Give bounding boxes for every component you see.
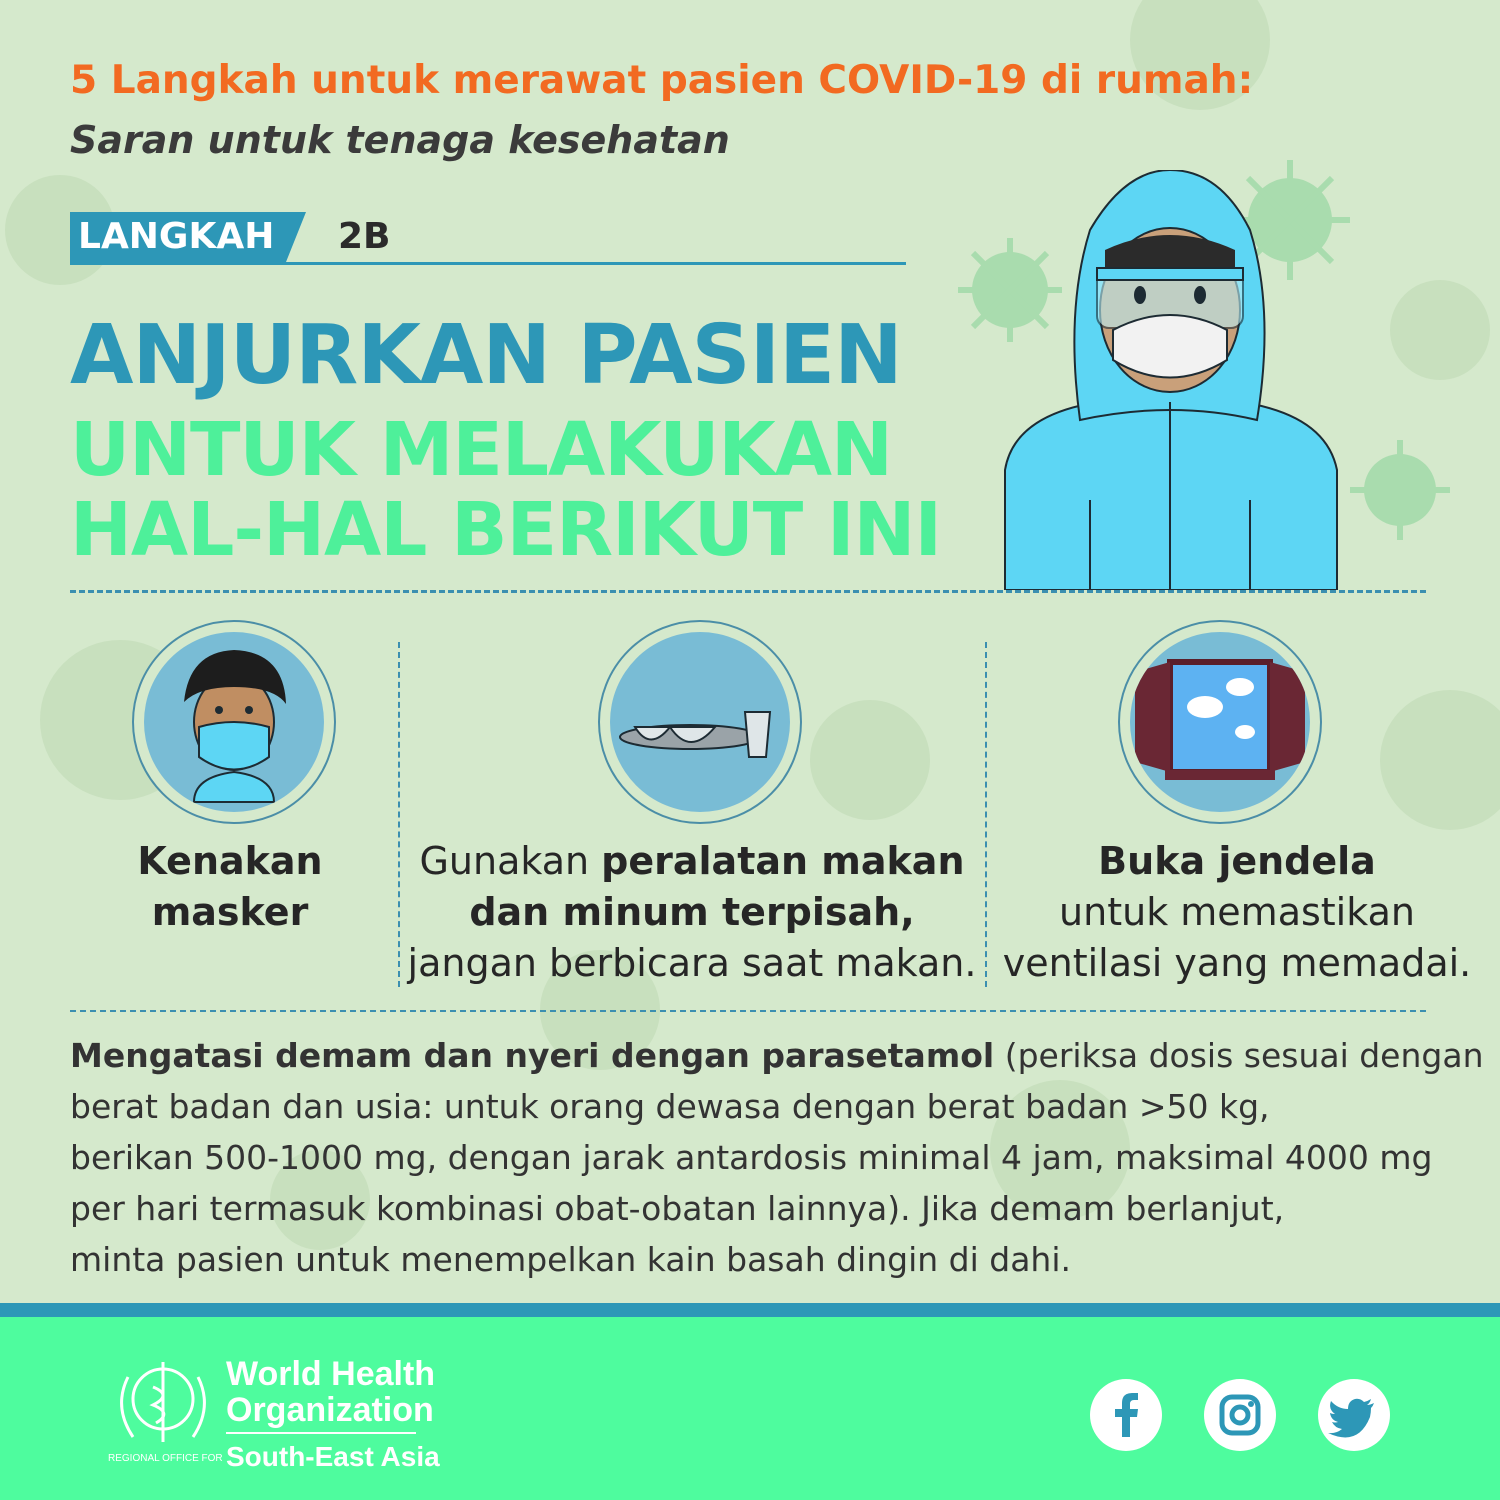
section-divider-top <box>70 590 1426 593</box>
headline-line3: HAL-HAL BERIKUT INI <box>70 487 942 573</box>
regional-office-label: REGIONAL OFFICE FOR <box>108 1453 223 1464</box>
facebook-icon <box>1090 1379 1162 1451</box>
tip-window-caption: Buka jendela untuk memastikan ventilasi yang memadai. <box>1002 839 1472 985</box>
step-underline <box>70 262 906 265</box>
step-number: 2B <box>338 216 391 257</box>
headline-line2: UNTUK MELAKUKAN <box>70 407 892 493</box>
tableware-circle <box>598 620 802 824</box>
twitter-button[interactable] <box>1318 1379 1390 1451</box>
footer-top-bar <box>0 1303 1500 1317</box>
health-worker-ppe-icon <box>995 170 1345 590</box>
page-subtitle: Saran untuk tenaga kesehatan <box>70 118 730 162</box>
tip-mask-caption: Kenakan masker <box>137 839 323 934</box>
facebook-button[interactable] <box>1090 1379 1162 1451</box>
tip-tableware-caption: Gunakan peralatan makan dan minum terpisah, jangan berbicara saat makan. <box>407 839 977 985</box>
column-divider-2 <box>985 642 987 987</box>
who-emblem-icon <box>108 1347 218 1457</box>
instagram-icon <box>1204 1379 1276 1451</box>
org-name-line1: World Health <box>226 1355 436 1393</box>
org-divider <box>226 1432 416 1434</box>
tableware-icon <box>610 632 790 812</box>
step-label: LANGKAH <box>70 212 286 262</box>
section-divider-bottom <box>70 1010 1426 1012</box>
instagram-button[interactable] <box>1204 1379 1276 1451</box>
twitter-icon <box>1318 1379 1390 1451</box>
column-divider-1 <box>398 642 400 987</box>
headline-line1: ANJURKAN PASIEN <box>70 308 902 403</box>
open-window-icon <box>1130 632 1310 812</box>
footer <box>0 1317 1500 1500</box>
mask-circle <box>132 620 336 824</box>
window-circle <box>1118 620 1322 824</box>
paracetamol-paragraph: Mengatasi demam dan nyeri dengan parasetamol (periksa dosis sesuai dengan berat badan dan usia: untuk orang dewasa dengan berat badan >50 kg, berikan 500-1000 mg, dengan jarak antardosis minimal 4 jam, maksimal 4000 mg per hari termasuk kombinasi obat-obatan lainnya). Jika demam berlanjut, minta pasien untuk menempelkan kain basah dingin di dahi. <box>70 1036 1484 1279</box>
mask-person-icon <box>144 632 324 812</box>
region-name: South-East Asia <box>226 1441 440 1472</box>
org-name-line2: Organization <box>226 1391 434 1429</box>
page-title: 5 Langkah untuk merawat pasien COVID-19 di rumah: <box>70 58 1254 103</box>
